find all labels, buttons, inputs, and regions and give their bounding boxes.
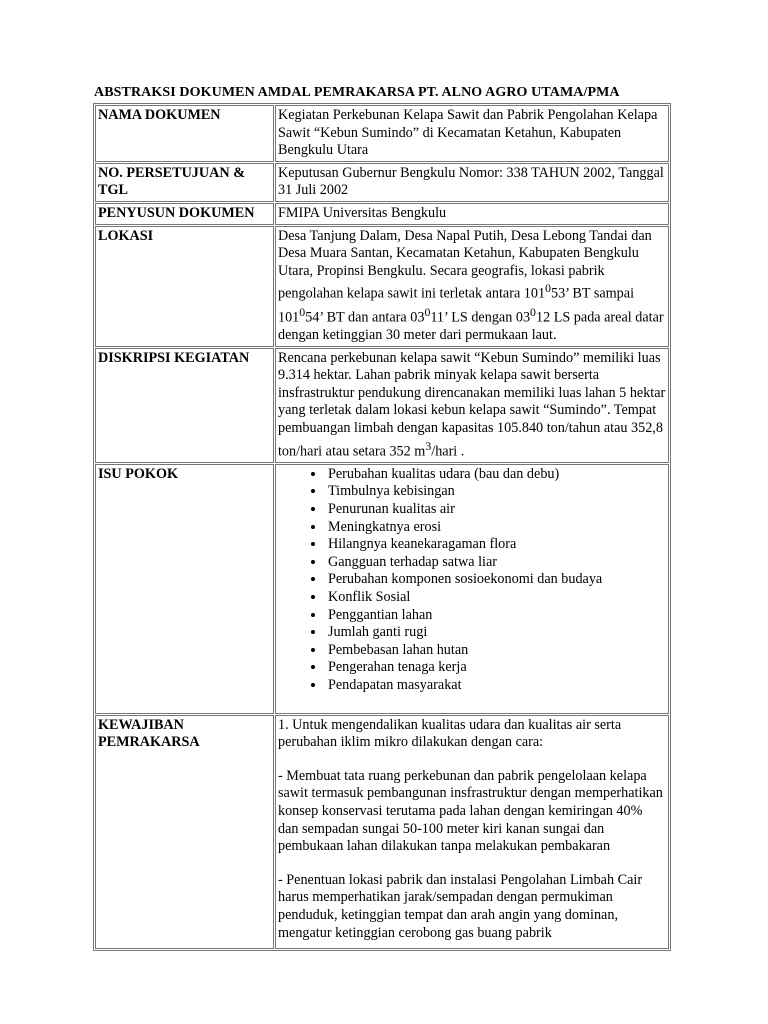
lokasi-text-c: 54’ BT dan antara 03	[305, 309, 425, 326]
list-item: • Penggantian lahan	[326, 607, 666, 625]
lokasi-text-a: Desa Tanjung Dalam, Desa Napal Putih, Desa Lebong Tandai dan Desa Muara Santan, Kecamatan Ketahun, Kabupaten Bengkulu Utara, Propinsi Bengkulu. Secara geografis, lokasi pabrik pengolahan kelapa sawit ini terletak antara 101	[277, 227, 652, 303]
list-item: • Penurunan kualitas air	[326, 501, 666, 519]
issue-list	[278, 466, 666, 695]
row-value: FMIPA Universitas Bengkulu	[275, 203, 669, 225]
list-item: • Konflik Sosial	[326, 589, 666, 607]
row-label: NO. PERSETUJUAN & TGL	[95, 163, 274, 202]
row-value: Keputusan Gubernur Bengkulu Nomor: 338 TAHUN 2002, Tanggal 31 Juli 2002	[275, 163, 669, 202]
diskripsi-text-a: Rencana perkebunan kelapa sawit “Kebun Sumindo” memiliki luas 9.314 hektar. Lahan pabrik minyak kelapa sawit berserta insfrastruktur pendukung direncanakan memiliki luas lahan 5 hektar yang terletak dalam lokasi kebun kelapa sawit “Sumindo”. Tempat pembuangan limbah dengan kapasitas 105.840 ton/tahun atau 352,8 ton/hari atau setara 352 m	[277, 349, 666, 460]
cubic-sup: 3	[425, 438, 432, 453]
row-value	[275, 348, 669, 463]
kewajiban-paragraph-1: 1. Untuk mengendalikan kualitas udara dan kualitas air serta perubahan iklim mikro dilakukan dengan cara:	[277, 716, 622, 751]
row-label: ISU POKOK	[95, 464, 274, 714]
table-row-isu-pokok	[95, 464, 669, 714]
diskripsi-text-b: /hari .	[431, 443, 465, 460]
degree-sup: 0	[424, 304, 431, 319]
list-item: • Hilangnya keanekaragaman flora	[326, 536, 666, 554]
kewajiban-paragraph-2: - Membuat tata ruang perkebunan dan pabrik pengelolaan kelapa sawit termasuk pembangunan insfrastruktur dengan memperhatikan konsep konservasi terutama pada lahan dengan kemiringan 40% dan sempadan sungai 50-100 meter kiri kanan sungai dan pembukaan lahan dilakukan tanpa melakukan pembakaran	[277, 767, 663, 855]
kewajiban-paragraph-3: - Penentuan lokasi pabrik dan instalasi Pengolahan Limbah Cair harus memperhatikan jarak/sempadan dengan permukiman penduduk, ketinggian tempat dan arah angin yang dominan, mengatur ketinggian cerobong gas buang pabrik	[277, 871, 643, 941]
row-value	[275, 226, 669, 347]
list-item: • Perubahan kualitas udara (bau dan debu)	[326, 466, 666, 484]
row-value	[275, 715, 669, 949]
list-item: • Meningkatnya erosi	[326, 519, 666, 537]
row-label: NAMA DOKUMEN	[95, 105, 274, 162]
paragraph-gap	[278, 752, 666, 768]
degree-sup: 0	[530, 304, 536, 319]
table-row-diskripsi	[95, 348, 669, 463]
degree-sup: 0	[545, 281, 551, 296]
row-value	[275, 464, 669, 714]
list-item: • Pengerahan tenaga kerja	[326, 659, 666, 677]
table-row-lokasi	[95, 226, 669, 347]
abstract-table	[93, 103, 671, 951]
lokasi-text-e: 12 LS pada areal datar dengan ketinggian 30 meter dari permukaan laut.	[277, 309, 664, 343]
row-label: LOKASI	[95, 226, 274, 347]
table-row-nama-dokumen	[95, 105, 669, 162]
list-item: • Gangguan terhadap satwa liar	[326, 554, 666, 572]
table-row-penyusun	[95, 203, 669, 225]
list-item: • Timbulnya kebisingan	[326, 483, 666, 501]
list-item: • Pendapatan masyarakat	[326, 677, 666, 695]
row-label: PENYUSUN DOKUMEN	[95, 203, 274, 225]
row-label: DISKRIPSI KEGIATAN	[95, 348, 274, 463]
row-label: KEWAJIBAN PEMRAKARSA	[95, 715, 274, 949]
row-value: Kegiatan Perkebunan Kelapa Sawit dan Pabrik Pengolahan Kelapa Sawit “Kebun Sumindo” di Kecamatan Ketahun, Kabupaten Bengkulu Utara	[275, 105, 669, 162]
document-title: ABSTRAKSI DOKUMEN AMDAL PEMRAKARSA PT. ALNO AGRO UTAMA/PMA	[94, 85, 620, 100]
list-item: • Pembebasan lahan hutan	[326, 642, 666, 660]
table-row-kewajiban	[95, 715, 669, 949]
list-item: • Perubahan komponen sosioekonomi dan budaya	[326, 571, 666, 589]
paragraph-gap	[278, 856, 666, 872]
degree-sup: 0	[299, 304, 306, 319]
lokasi-text-b: 53’ BT sampai 101	[277, 286, 635, 326]
list-item: • Jumlah ganti rugi	[326, 624, 666, 642]
lokasi-text-d: 11’ LS dengan 03	[430, 309, 531, 326]
table-row-persetujuan	[95, 163, 669, 202]
